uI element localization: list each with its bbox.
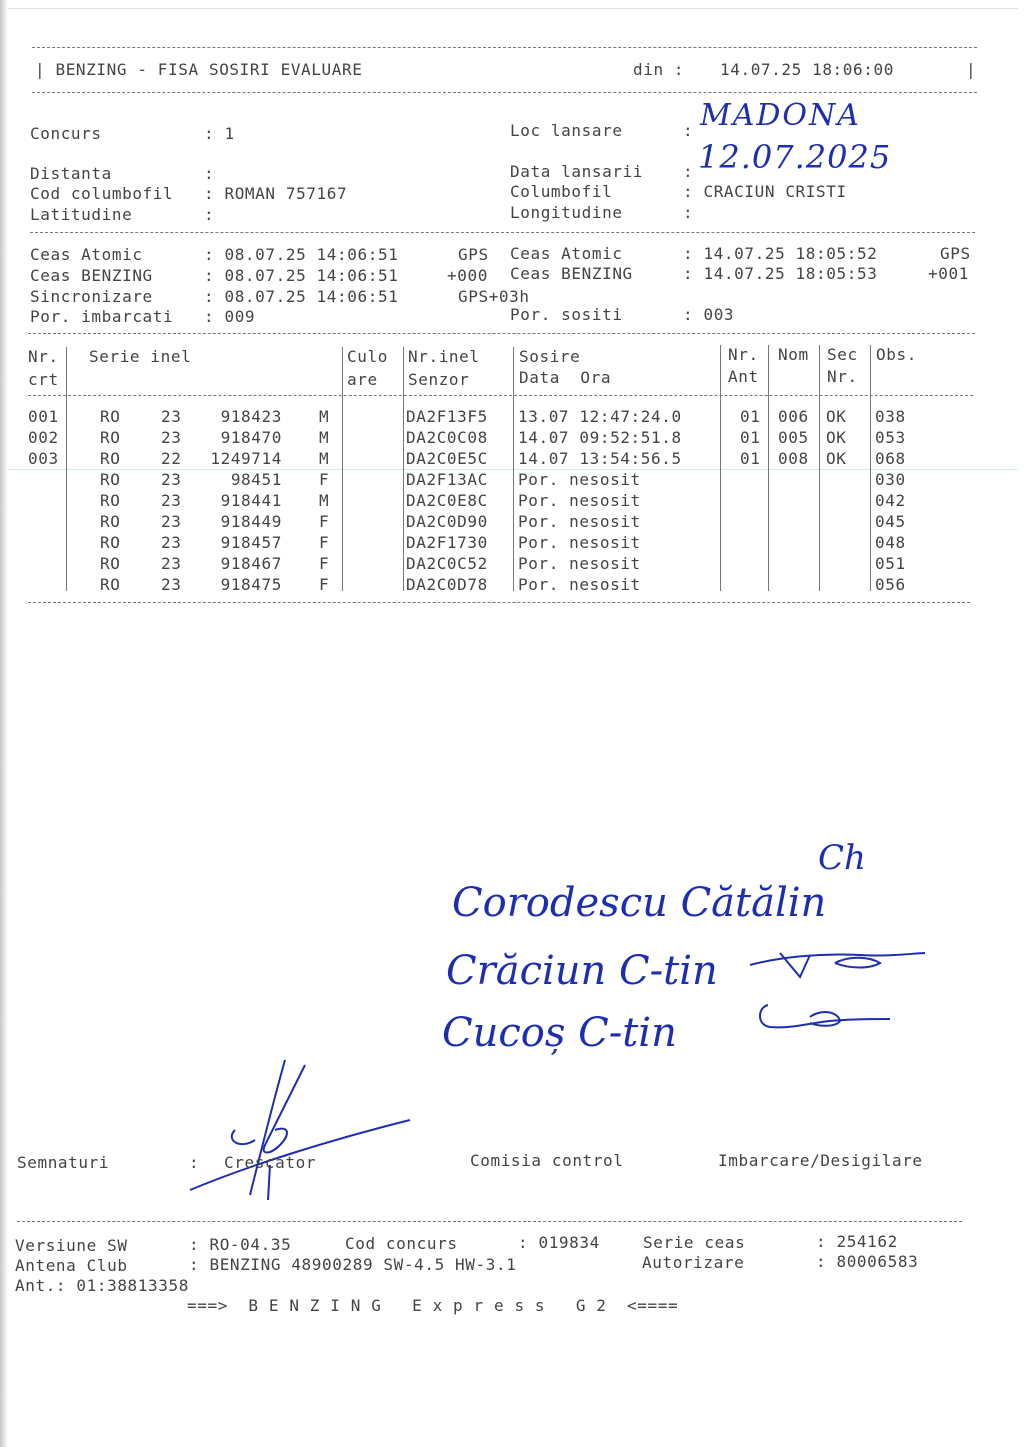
col-serie-header: Serie inel	[89, 347, 192, 366]
loc-lansare-label: Loc lansare	[510, 121, 623, 140]
cell-an: 23	[161, 428, 182, 447]
semnaturi-colon: :	[189, 1153, 200, 1172]
cell-senzor: DA2F13AC	[406, 470, 488, 489]
serie-ceas-label: Serie ceas	[643, 1233, 746, 1252]
cell-nom: 008	[778, 449, 809, 468]
por-sositi-label: Por. sositi	[510, 305, 623, 324]
cell-senzor: DA2C0D78	[406, 575, 488, 594]
col-separator-ant	[768, 345, 769, 591]
header-top-divider	[32, 47, 977, 48]
cell-tara: RO	[100, 512, 121, 531]
serie-ceas-value: : 254162	[816, 1232, 898, 1251]
cell-obs: 045	[875, 512, 906, 531]
cell-sec: OK	[826, 428, 847, 447]
cell-sosire: Por. nesosit	[518, 554, 641, 573]
cell-sex: F	[319, 512, 330, 531]
cod-columbofil-value: : ROMAN 757167	[204, 184, 348, 203]
data-lansarii-colon: :	[683, 162, 694, 181]
col-nr-header-1: Nr.	[28, 347, 59, 366]
col-nrinel-header-1: Nr.inel	[408, 347, 480, 366]
sincronizare-label: Sincronizare	[30, 287, 153, 306]
cell-sosire: Por. nesosit	[518, 470, 641, 489]
col-culoare-header-2: are	[347, 370, 378, 389]
scan-edge-shadow	[0, 0, 8, 1447]
cell-an: 23	[161, 512, 182, 531]
cell-inel: 918470	[220, 428, 282, 447]
cell-ant: 01	[740, 449, 761, 468]
cell-nr: 003	[28, 449, 59, 468]
cell-obs: 038	[875, 407, 906, 426]
col-nrinel-header-2: Senzor	[408, 370, 470, 389]
cell-sex: M	[319, 491, 330, 510]
col-ant-header-1: Nr.	[728, 345, 759, 364]
col-separator-serie	[342, 347, 343, 591]
cell-tara: RO	[100, 407, 121, 426]
longitudine-label: Longitudine	[510, 203, 623, 222]
ceas-benzing-end-label: Ceas BENZING	[510, 264, 633, 283]
ceas-atomic-end-value: : 14.07.25 18:05:52	[683, 244, 878, 263]
cell-ant: 01	[740, 407, 761, 426]
cell-sex: F	[319, 533, 330, 552]
cell-nom: 005	[778, 428, 809, 447]
cell-sex: M	[319, 407, 330, 426]
header-bottom-divider	[32, 92, 977, 93]
cell-sex: M	[319, 449, 330, 468]
crescator-label: Crescator	[224, 1153, 317, 1172]
cell-sec: OK	[826, 407, 847, 426]
cell-inel: 918423	[220, 407, 282, 426]
col-nom-header: Nom	[778, 345, 809, 364]
cell-inel: 1249714	[210, 449, 282, 468]
por-imbarcati-label: Por. imbarcati	[30, 307, 174, 326]
data-lansarii-label: Data lansarii	[510, 162, 644, 181]
cell-inel: 918467	[220, 554, 282, 573]
cell-sex: F	[319, 554, 330, 573]
versiune-sw-label: Versiune SW	[15, 1236, 128, 1255]
cell-tara: RO	[100, 575, 121, 594]
cell-tara: RO	[100, 449, 121, 468]
cell-obs: 042	[875, 491, 906, 510]
handwritten-initials: Ch	[818, 838, 866, 878]
table-bottom-divider	[28, 602, 970, 603]
ceas-benzing-start-extra: +000	[447, 266, 488, 285]
cell-sosire: 13.07 12:47:24.0	[518, 407, 682, 426]
cell-sex: M	[319, 428, 330, 447]
cell-senzor: DA2C0C52	[406, 554, 488, 573]
distanta-value: :	[204, 164, 215, 183]
imbarcare-label: Imbarcare/Desigilare	[718, 1151, 923, 1170]
cell-an: 23	[161, 470, 182, 489]
ceas-atomic-start-label: Ceas Atomic	[30, 245, 143, 264]
cell-sosire: Por. nesosit	[518, 491, 641, 510]
col-sosire-header-1: Sosire	[519, 347, 581, 366]
latitudine-label: Latitudine	[30, 205, 133, 224]
col-sec-header-2: Nr.	[827, 367, 858, 386]
concurs-value: : 1	[204, 124, 235, 143]
col-separator-sec	[870, 345, 871, 591]
cell-sex: F	[319, 575, 330, 594]
columbofil-label: Columbofil	[510, 182, 613, 201]
cell-tara: RO	[100, 428, 121, 447]
cod-columbofil-label: Cod columbofil	[30, 184, 174, 203]
cell-sosire: 14.07 09:52:51.8	[518, 428, 682, 447]
cell-sosire: Por. nesosit	[518, 512, 641, 531]
concurs-label: Concurs	[30, 124, 102, 143]
cell-inel: 918449	[220, 512, 282, 531]
cell-obs: 051	[875, 554, 906, 573]
benzing-express-banner: ===> B E N Z I N G E x p r e s s G 2 <====	[187, 1296, 679, 1315]
latitudine-value: :	[204, 205, 215, 224]
cell-an: 23	[161, 533, 182, 552]
col-obs-header: Obs.	[876, 345, 917, 364]
loc-lansare-colon: :	[683, 121, 694, 140]
ceas-atomic-start-value: : 08.07.25 14:06:51	[204, 245, 399, 264]
cell-nr: 002	[28, 428, 59, 447]
cod-concurs-label: Cod concurs	[345, 1234, 458, 1253]
cell-senzor: DA2C0C08	[406, 428, 488, 447]
handwritten-signature-marks	[740, 935, 930, 1045]
columbofil-value: : CRACIUN CRISTI	[683, 182, 847, 201]
col-nr-header-2: crt	[28, 370, 59, 389]
ceas-benzing-end-extra: +001	[928, 264, 969, 283]
report-date-value: 14.07.25 18:06:00	[720, 60, 894, 79]
cell-senzor: DA2F13F5	[406, 407, 488, 426]
cell-sec: OK	[826, 449, 847, 468]
cell-tara: RO	[100, 554, 121, 573]
distanta-label: Distanta	[30, 164, 112, 183]
cell-tara: RO	[100, 533, 121, 552]
cell-inel: 918441	[220, 491, 282, 510]
cod-concurs-value: : 019834	[518, 1233, 600, 1252]
cell-obs: 053	[875, 428, 906, 447]
cell-an: 23	[161, 575, 182, 594]
col-culoare-header-1: Culo	[347, 347, 388, 366]
col-separator-nr	[66, 347, 67, 591]
autorizare-label: Autorizare	[642, 1253, 745, 1272]
cell-sex: F	[319, 470, 330, 489]
crescator-signature	[180, 1055, 420, 1205]
ceas-atomic-end-label: Ceas Atomic	[510, 244, 623, 263]
cell-inel: 918457	[220, 533, 282, 552]
cell-sosire: Por. nesosit	[518, 575, 641, 594]
cell-obs: 056	[875, 575, 906, 594]
autorizare-value: : 80006583	[816, 1252, 919, 1271]
cell-tara: RO	[100, 491, 121, 510]
cell-sosire: 14.07 13:54:56.5	[518, 449, 682, 468]
antena-club-value: : BENZING 48900289 SW-4.5 HW-3.1	[189, 1255, 517, 1274]
antena-id: Ant.: 01:38813358	[15, 1276, 189, 1295]
table-header-divider	[28, 395, 973, 396]
loc-lansare-handwritten: MADONA	[700, 98, 861, 133]
sincronizare-extra: GPS+03h	[458, 287, 530, 306]
sincronizare-value: : 08.07.25 14:06:51	[204, 287, 399, 306]
ceas-atomic-end-extra: GPS	[940, 244, 971, 263]
cell-senzor: DA2F1730	[406, 533, 488, 552]
cell-inel: 98451	[230, 470, 282, 489]
report-title: | BENZING - FISA SOSIRI EVALUARE	[35, 60, 363, 79]
longitudine-value: :	[683, 203, 694, 222]
antena-club-label: Antena Club	[15, 1256, 128, 1275]
versiune-sw-value: : RO-04.35	[189, 1235, 292, 1254]
ceas-atomic-start-extra: GPS	[458, 245, 489, 264]
semnaturi-label: Semnaturi	[17, 1153, 110, 1172]
report-date-label: din :	[633, 60, 685, 79]
cell-an: 23	[161, 491, 182, 510]
footer-divider	[17, 1221, 962, 1222]
col-separator-nom	[819, 345, 820, 591]
handwritten-name-1: Corodescu Cătălin	[452, 880, 827, 926]
por-imbarcati-value: : 009	[204, 307, 256, 326]
cell-senzor: DA2C0D90	[406, 512, 488, 531]
cell-ant: 01	[740, 428, 761, 447]
data-lansarii-handwritten: 12.07.2025	[698, 138, 892, 176]
ceas-benzing-start-label: Ceas BENZING	[30, 266, 153, 285]
cell-an: 23	[161, 407, 182, 426]
ceas-benzing-end-value: : 14.07.25 18:05:53	[683, 264, 878, 283]
header-right-bar: |	[966, 60, 977, 79]
cell-obs: 030	[875, 470, 906, 489]
col-sosire-header-2: Data Ora	[519, 368, 612, 387]
col-separator-nrinel	[513, 347, 514, 591]
cell-obs: 048	[875, 533, 906, 552]
cell-obs: 068	[875, 449, 906, 468]
cell-sosire: Por. nesosit	[518, 533, 641, 552]
col-ant-header-2: Ant	[728, 367, 759, 386]
por-sositi-value: : 003	[683, 305, 735, 324]
handwritten-name-3: Cucoș C-tin	[442, 1010, 677, 1056]
cell-nom: 006	[778, 407, 809, 426]
col-separator-culoare	[403, 347, 404, 591]
cell-senzor: DA2C0E8C	[406, 491, 488, 510]
scan-top-edge	[8, 8, 1018, 9]
table-top-divider	[28, 333, 975, 334]
ceas-benzing-start-value: : 08.07.25 14:06:51	[204, 266, 399, 285]
comisia-label: Comisia control	[470, 1151, 624, 1170]
cell-inel: 918475	[220, 575, 282, 594]
info-divider	[30, 232, 975, 233]
col-sec-header-1: Sec	[827, 345, 858, 364]
col-separator-sosire	[720, 345, 721, 591]
handwritten-name-2: Crăciun C-tin	[446, 948, 718, 994]
cell-tara: RO	[100, 470, 121, 489]
cell-an: 22	[161, 449, 182, 468]
cell-an: 23	[161, 554, 182, 573]
cell-nr: 001	[28, 407, 59, 426]
cell-senzor: DA2C0E5C	[406, 449, 488, 468]
